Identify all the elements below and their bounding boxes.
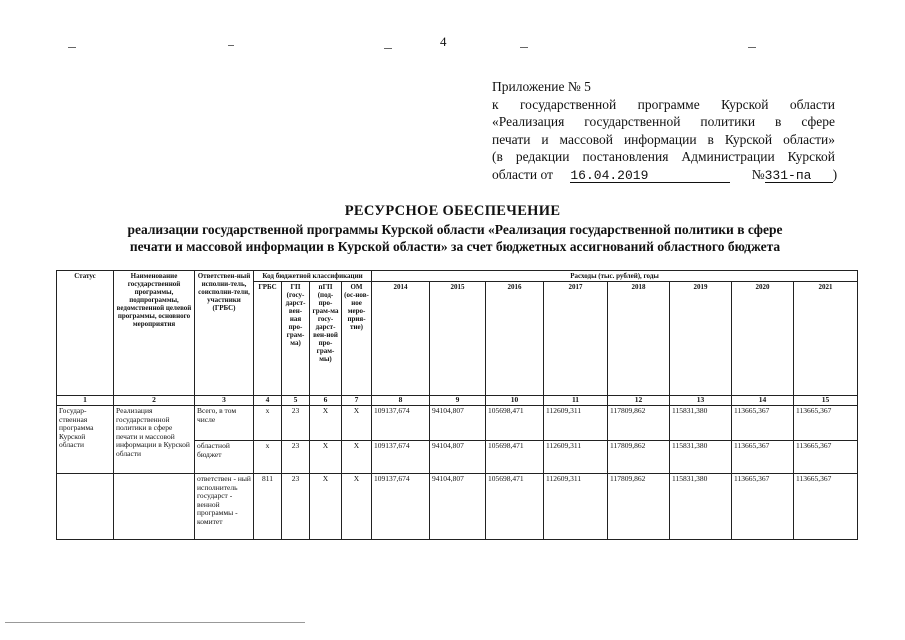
value-cell: 112609,311 [544, 441, 608, 474]
status-cell: Государ-ственная программа Курской области [57, 406, 114, 474]
header-year: 2019 [670, 282, 732, 396]
subtitle-line: реализации государственной программы Курской области «Реализация государственной политики в сфере [127, 222, 783, 237]
appendix-date-line [492, 166, 838, 184]
column-index: 13 [670, 396, 732, 406]
appendix-line: (в редакции постановления Администрации Курской [492, 149, 835, 164]
value-cell: 105698,471 [486, 406, 544, 441]
value-cell: 109137,674 [372, 406, 430, 441]
appendix-line: Приложение № 5 [492, 79, 591, 94]
pgp-cell: Х [310, 441, 342, 474]
value-cell: 117809,862 [608, 441, 670, 474]
column-index: 15 [794, 396, 858, 406]
header-status: Статус [57, 271, 114, 396]
table-row [57, 406, 858, 441]
responsible-cell: областной бюджет [195, 441, 254, 474]
column-index: 7 [342, 396, 372, 406]
resource-table [56, 270, 858, 540]
grbs-cell: х [254, 441, 282, 474]
responsible-cell: ответствен - ный исполнитель государст - венной программы - комитет [195, 474, 254, 540]
value-cell: 112609,311 [544, 474, 608, 540]
column-index: 9 [430, 396, 486, 406]
value-cell: 115831,380 [670, 406, 732, 441]
column-index: 5 [282, 396, 310, 406]
column-index: 10 [486, 396, 544, 406]
appendix-line: печати и массовой информации в Курской области» [492, 131, 835, 147]
footer-rule [5, 622, 305, 623]
grbs-cell: 811 [254, 474, 282, 540]
column-index: 1 [57, 396, 114, 406]
column-index: 14 [732, 396, 794, 406]
value-cell: 105698,471 [486, 474, 544, 540]
decree-close-paren: ) [832, 166, 838, 182]
appendix-date-prefix: области от [492, 166, 553, 182]
value-cell: 94104,807 [430, 441, 486, 474]
appendix-header [492, 78, 838, 183]
value-cell: 113665,367 [794, 406, 858, 441]
grbs-cell: х [254, 406, 282, 441]
header-year: 2014 [372, 282, 430, 396]
header-year: 2015 [430, 282, 486, 396]
subtitle-line: печати и массовой информации в Курской области» за счет бюджетных ассигнований областного бюджета [129, 239, 781, 254]
appendix-line: к государственной программе Курской области [492, 96, 835, 112]
value-cell: 115831,380 [670, 441, 732, 474]
value-cell: 112609,311 [544, 406, 608, 441]
pgp-cell: Х [310, 406, 342, 441]
pgp-cell: Х [310, 474, 342, 540]
gp-cell: 23 [282, 474, 310, 540]
column-index: 2 [114, 396, 195, 406]
header-year: 2017 [544, 282, 608, 396]
om-cell: Х [342, 441, 372, 474]
column-index: 11 [544, 396, 608, 406]
value-cell: 94104,807 [430, 406, 486, 441]
document-subtitle [60, 221, 850, 255]
appendix-line: «Реализация государственной политики в сфере [492, 114, 835, 129]
header-gp: ГП (госу-дарст-вен-ная про-грам-ма) [282, 282, 310, 396]
value-cell: 117809,862 [608, 474, 670, 540]
program-name-cell-empty [114, 474, 195, 540]
header-year: 2016 [486, 282, 544, 396]
header-om: ОМ (ос-нов-ное меро-прия-тие) [342, 282, 372, 396]
column-index: 4 [254, 396, 282, 406]
header-responsible: Ответствен-ный исполни-тель, соисполни-тели, участники (ГРБС) [195, 271, 254, 396]
value-cell: 117809,862 [608, 406, 670, 441]
value-cell: 115831,380 [670, 474, 732, 540]
value-cell: 113665,367 [732, 474, 794, 540]
header-budget-code: Код бюджетной классификации [254, 271, 372, 282]
header-pgp: пГП (под-про-грам-ма госу-дарст-вен-ной про-грам-мы) [310, 282, 342, 396]
header-year: 2018 [608, 282, 670, 396]
header-expenses: Расходы (тыс. рублей), годы [372, 271, 858, 282]
decree-number: 331-па [765, 169, 833, 183]
column-index: 6 [310, 396, 342, 406]
header-grbs: ГРБС [254, 282, 282, 396]
gp-cell: 23 [282, 406, 310, 441]
decree-date: 16.04.2019 [570, 169, 730, 183]
value-cell: 109137,674 [372, 441, 430, 474]
scan-mark [228, 45, 234, 46]
header-year: 2020 [732, 282, 794, 396]
column-index: 8 [372, 396, 430, 406]
scan-mark [384, 48, 392, 49]
program-name-cell: Реализация государственной политики в сфере печати и массовой информации в Курской области [114, 406, 195, 474]
value-cell: 105698,471 [486, 441, 544, 474]
scan-mark [68, 47, 76, 48]
value-cell: 109137,674 [372, 474, 430, 540]
value-cell: 113665,367 [794, 441, 858, 474]
responsible-cell: Всего, в том числе [195, 406, 254, 441]
scan-mark [748, 47, 756, 48]
value-cell: 113665,367 [732, 406, 794, 441]
page-number: 4 [440, 34, 447, 49]
document-title: РЕСУРСНОЕ ОБЕСПЕЧЕНИЕ [344, 203, 561, 219]
column-index: 12 [608, 396, 670, 406]
scan-mark [520, 47, 528, 48]
column-index-row [57, 396, 858, 406]
om-cell: Х [342, 406, 372, 441]
gp-cell: 23 [282, 441, 310, 474]
value-cell: 113665,367 [794, 474, 858, 540]
table-row [57, 474, 858, 540]
status-cell-empty [57, 474, 114, 540]
column-index: 3 [195, 396, 254, 406]
decree-number-prefix: № [751, 166, 765, 182]
om-cell: Х [342, 474, 372, 540]
header-year: 2021 [794, 282, 858, 396]
value-cell: 94104,807 [430, 474, 486, 540]
header-name: Наименование государственной программы, подпрограммы, ведомственной целевой программы, основного мероприятия [114, 271, 195, 396]
value-cell: 113665,367 [732, 441, 794, 474]
